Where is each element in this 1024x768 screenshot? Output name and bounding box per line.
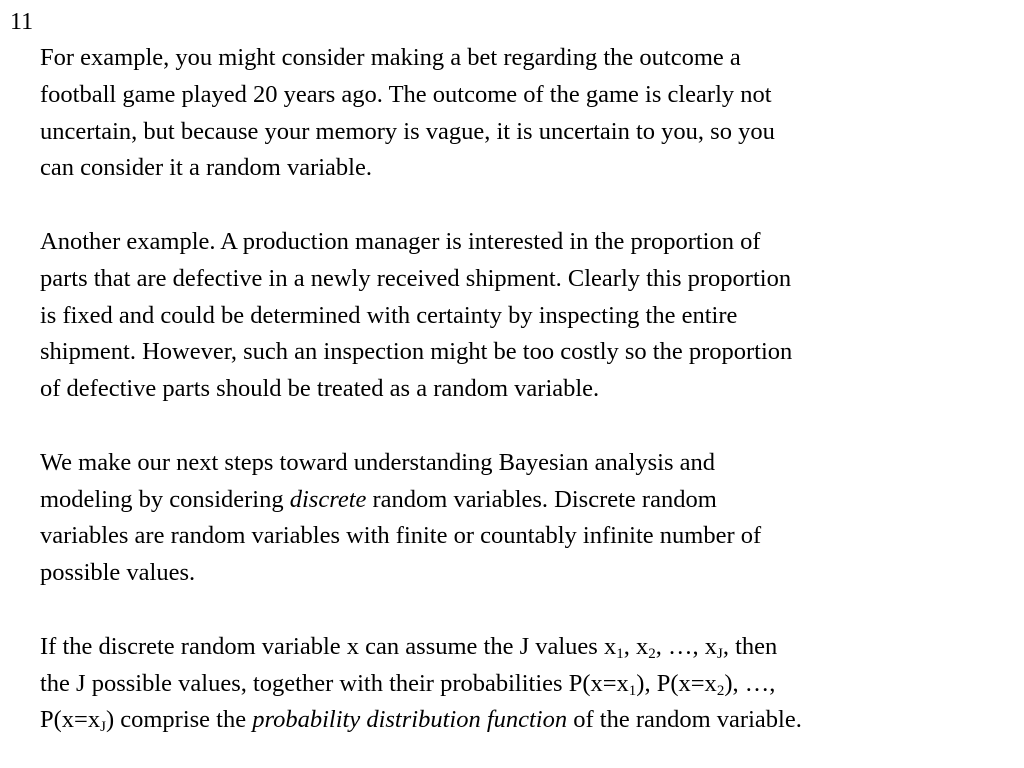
subscript: J bbox=[100, 719, 106, 736]
text-line: uncertain, but because your memory is vague, it is uncertain to you, so you bbox=[40, 117, 775, 145]
subscript: 2 bbox=[648, 645, 656, 662]
slide-body bbox=[40, 40, 1015, 739]
text-line: We make our next steps toward understanding Bayesian analysis and bbox=[40, 448, 716, 476]
text-segment: If the discrete random variable x can assume the J values x bbox=[40, 632, 617, 660]
text-segment: modeling by considering bbox=[40, 485, 290, 513]
paragraph-production-example bbox=[40, 224, 1015, 408]
text-segment: , …, x bbox=[655, 632, 717, 660]
paragraph-football-example bbox=[40, 40, 1015, 187]
text-segment: the J possible values, together with their probabilities P(x=x bbox=[40, 669, 629, 697]
text-segment: , then bbox=[722, 632, 778, 660]
text-segment: ), P(x=x bbox=[636, 669, 717, 697]
text-line: of defective parts should be treated as a random variable. bbox=[40, 375, 600, 403]
text-segment: , x bbox=[623, 632, 649, 660]
text-line: is fixed and could be determined with certainty by inspecting the entire bbox=[40, 301, 738, 329]
text-line: parts that are defective in a newly received shipment. Clearly this proportion bbox=[40, 264, 792, 292]
text-segment: of the random variable. bbox=[567, 706, 802, 734]
emphasis-pdf-term: probability distribution function bbox=[252, 706, 568, 734]
text-line: can consider it a random variable. bbox=[40, 154, 372, 182]
text-line: shipment. However, such an inspection might be too costly so the proportion bbox=[40, 338, 793, 366]
text-segment: ) comprise the bbox=[105, 706, 253, 734]
paragraph-discrete-variables bbox=[40, 445, 1015, 592]
text-segment: P(x=x bbox=[40, 706, 101, 734]
subscript: 1 bbox=[628, 682, 637, 699]
text-line bbox=[40, 482, 1015, 519]
paragraph-distribution-definition bbox=[40, 629, 1015, 739]
emphasis-discrete: discrete bbox=[289, 485, 367, 513]
text-line: possible values. bbox=[40, 559, 196, 587]
text-line bbox=[40, 629, 1015, 666]
text-line: variables are random variables with finite or countably infinite number of bbox=[40, 522, 762, 550]
text-line: football game played 20 years ago. The outcome of the game is clearly not bbox=[40, 80, 772, 108]
text-segment: ), …, bbox=[724, 669, 776, 697]
text-line: For example, you might consider making a bet regarding the outcome a bbox=[40, 44, 741, 71]
text-line bbox=[40, 666, 1015, 703]
text-line: Another example. A production manager is interested in the proportion of bbox=[40, 227, 761, 255]
subscript: J bbox=[716, 645, 723, 662]
text-segment: random variables. Discrete random bbox=[366, 485, 717, 513]
page-number: 11 bbox=[10, 9, 34, 35]
subscript: 1 bbox=[616, 645, 624, 662]
text-line bbox=[40, 702, 1015, 739]
subscript: 2 bbox=[716, 682, 725, 699]
